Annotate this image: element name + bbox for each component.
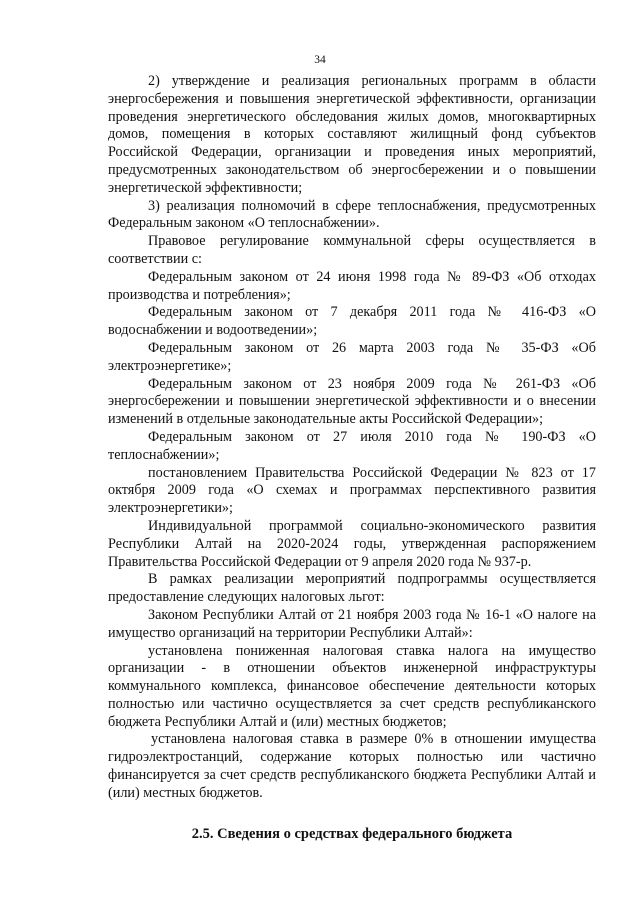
body-text — [108, 73, 596, 803]
paragraph-law-35-fz: Федеральным законом от 26 марта 2003 года № 35-ФЗ «Об электроэнергетике»; — [108, 339, 596, 374]
paragraph-heat-supply-powers: 3) реализация полномочий в сфере теплоснабжения, предусмотренных Федеральным законом «О теплоснабжении». — [108, 197, 596, 232]
paragraph-individual-program: Индивидуальной программой социально-экономического развития Республики Алтай на 2020-2024 годы, утвержденная распоряжением Правительства Российской Федерации от 9 апреля 2020 года № 937-р. — [108, 517, 596, 570]
paragraph-law-416-fz: Федеральным законом от 7 декабря 2011 года № 416-ФЗ «О водоснабжении и водоотведении»; — [108, 304, 596, 339]
paragraph-tax-benefits: В рамках реализации мероприятий подпрограммы осуществляется предоставление следующих налоговых льгот: — [108, 571, 596, 606]
paragraph-regional-programs: 2) утверждение и реализация региональных программ в области энергосбережения и повышения энергетической эффективности, организации проведения энергетического обследования жилых домов, многоквартирных домов, помещения в которых составляют жилищный фонд субъектов Российской Федерации, организации и проведения иных мероприятий, предусмотренных законодательством об энергосбережении и о повышении энергетической эффективности; — [108, 73, 596, 196]
paragraph-law-16-1: Законом Республики Алтай от 21 ноября 2003 года № 16-1 «О налоге на имущество организаций на территории Республики Алтай»: — [108, 606, 596, 641]
page-number: 34 — [314, 54, 326, 66]
paragraph-law-89-fz: Федеральным законом от 24 июня 1998 года № 89-ФЗ «Об отходах производства и потребления»; — [108, 268, 596, 303]
paragraph-reduced-rate: установлена пониженная налоговая ставка налога на имущество организации - в отношении объектов инженерной инфраструктуры коммунального комплекса, финансовое обеспечение деятельности которых полностью или частично осуществляется за счет средств республиканского бюджета Республики Алтай и (или) местных бюджетов; — [108, 642, 596, 730]
paragraph-resolution-823: постановлением Правительства Российской Федерации № 823 от 17 октября 2009 года «О схемах и программах перспективного развития электроэнергетики»; — [108, 464, 596, 517]
paragraph-legal-regulation: Правовое регулирование коммунальной сферы осуществляется в соответствии с: — [108, 233, 596, 267]
paragraph-zero-rate: установлена налоговая ставка в размере 0% в отношении имущества гидроэлектростанций, содержание которых полностью или частично финансируется за счет средств республиканского бюджета Республики Алтай и (или) местных бюджетов. — [108, 731, 596, 801]
paragraph-law-261-fz: Федеральным законом от 23 ноября 2009 года № 261-ФЗ «Об энергосбережении и повышении энергетической эффективности и о внесении изменений в отдельные законодательные акты Российской Федерации»; — [108, 375, 596, 428]
section-heading: 2.5. Сведения о средствах федерального бюджета — [191, 826, 513, 842]
paragraph-law-190-fz: Федеральным законом от 27 июля 2010 года № 190-ФЗ «О теплоснабжении»; — [108, 428, 596, 463]
